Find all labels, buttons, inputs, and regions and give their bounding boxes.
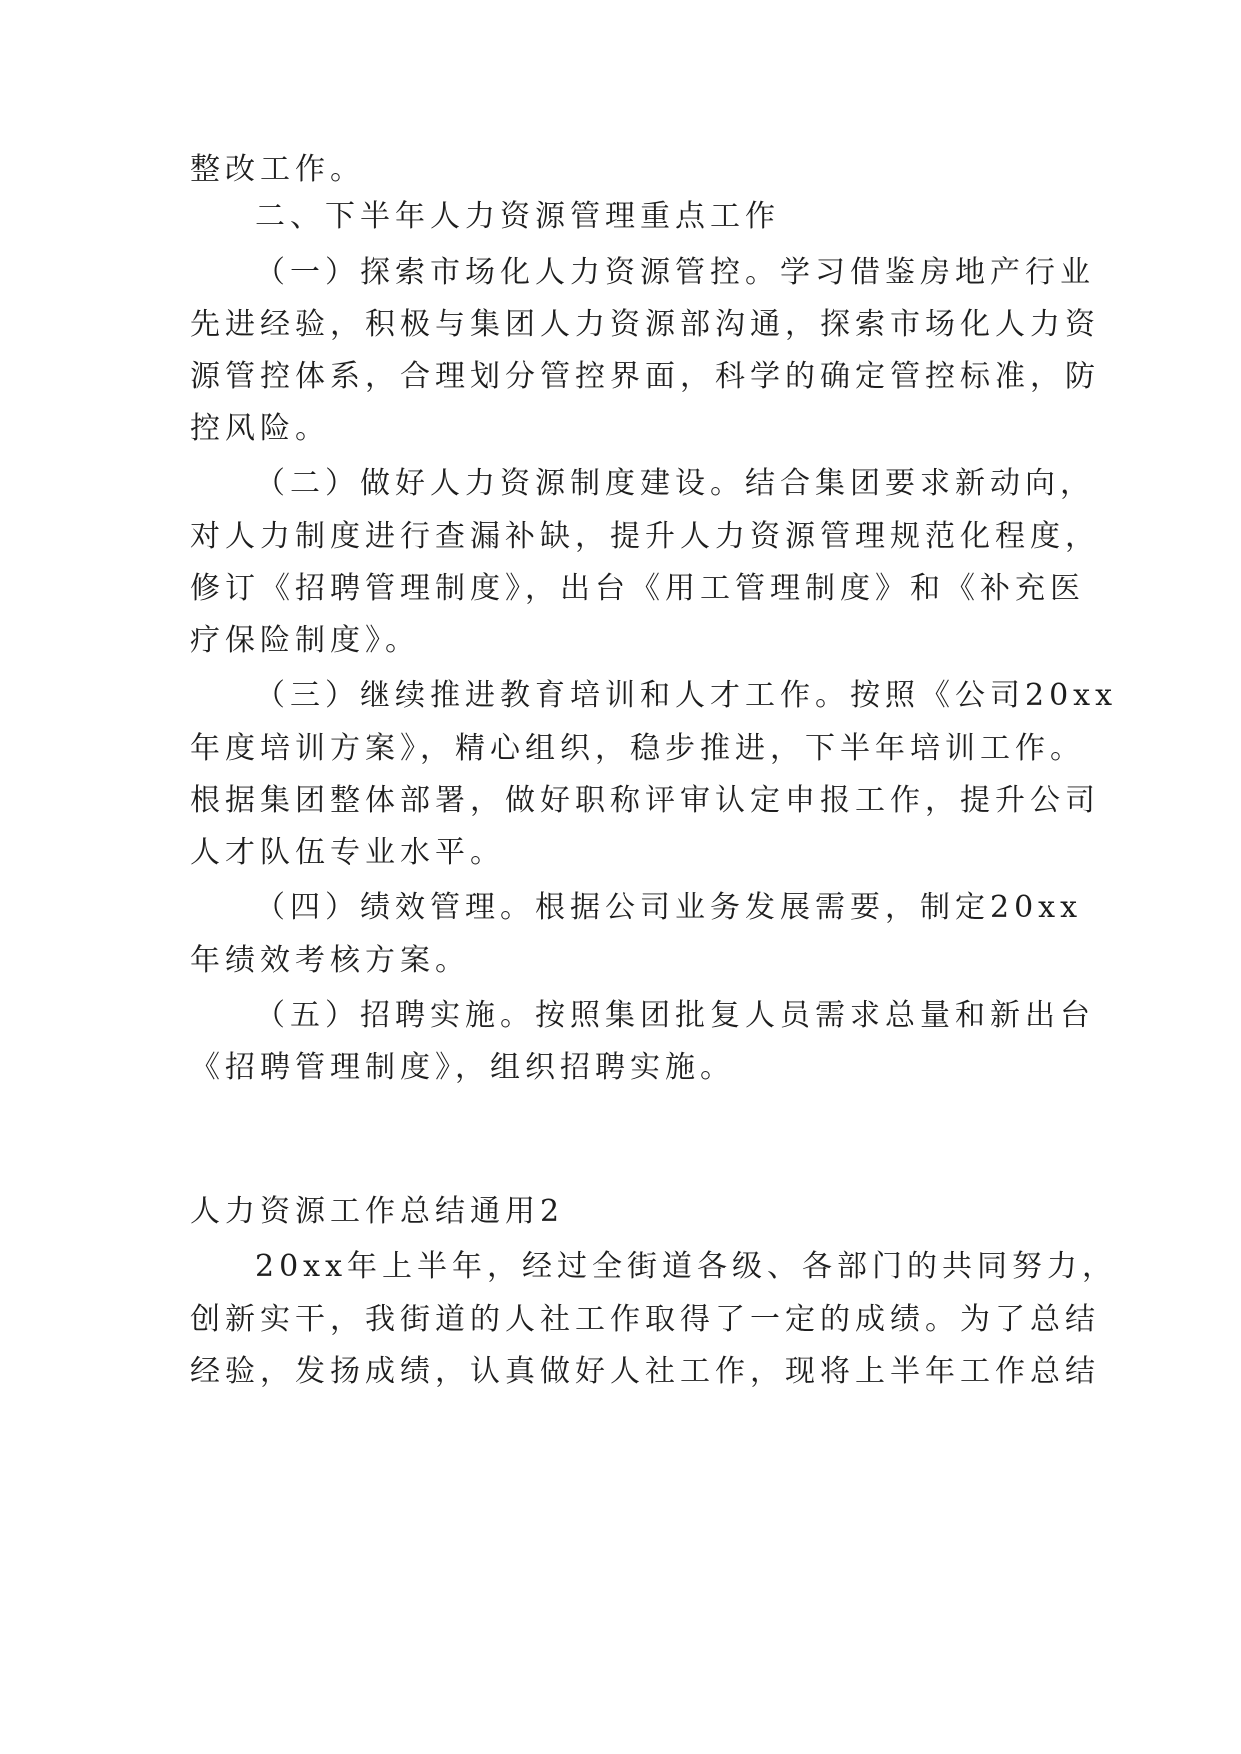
text-line: 整改工作。 — [190, 152, 365, 187]
paragraph-line: 根据集团整体部署，做好职称评审认定申报工作，提升公司 — [190, 783, 1100, 818]
paragraph-line: 创新实干，我街道的人社工作取得了一定的成绩。为了总结 — [190, 1302, 1100, 1337]
section-heading: 二、下半年人力资源管理重点工作 — [255, 199, 780, 234]
paragraph-line: 源管控体系，合理划分管控界面，科学的确定管控标准，防 — [190, 359, 1100, 394]
paragraph-line: 控风险。 — [190, 411, 330, 446]
paragraph-line: 修订《招聘管理制度》，出台《用工管理制度》和《补充医 — [190, 571, 1085, 606]
paragraph-line: （一）探索市场化人力资源管控。学习借鉴房地产行业 — [255, 255, 1095, 290]
paragraph-line: （五）招聘实施。按照集团批复人员需求总量和新出台 — [255, 998, 1095, 1033]
paragraph-line: 对人力制度进行查漏补缺，提升人力资源管理规范化程度， — [190, 519, 1100, 554]
document-subtitle: 人力资源工作总结通用2 — [190, 1194, 565, 1229]
paragraph-line: 年度培训方案》，精心组织，稳步推进，下半年培训工作。 — [190, 731, 1085, 766]
paragraph-line: （四）绩效管理。根据公司业务发展需要，制定20xx — [255, 890, 1083, 925]
paragraph-line: （二）做好人力资源制度建设。结合集团要求新动向， — [255, 466, 1095, 501]
paragraph-line: 经验，发扬成绩，认真做好人社工作，现将上半年工作总结 — [190, 1354, 1100, 1389]
paragraph-line: 人才队伍专业水平。 — [190, 835, 505, 870]
paragraph-line: 《招聘管理制度》，组织招聘实施。 — [190, 1050, 735, 1085]
paragraph-line: （三）继续推进教育培训和人才工作。按照《公司20xx — [255, 678, 1118, 713]
paragraph-line: 疗保险制度》。 — [190, 623, 420, 658]
paragraph-line: 20xx年上半年，经过全街道各级、各部门的共同努力， — [255, 1249, 1118, 1284]
paragraph-line: 年绩效考核方案。 — [190, 943, 470, 978]
paragraph-line: 先进经验，积极与集团人力资源部沟通，探索市场化人力资 — [190, 307, 1100, 342]
